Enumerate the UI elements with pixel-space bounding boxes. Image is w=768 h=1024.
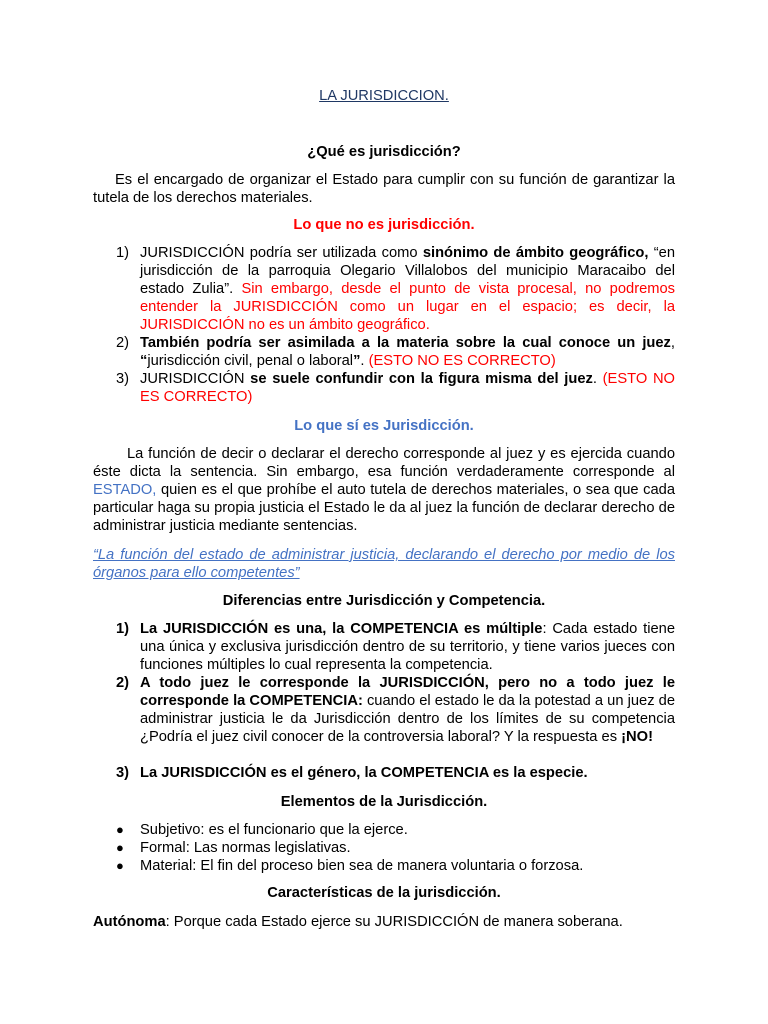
list-text: Formal: Las normas legislativas. [140,840,351,856]
list-text: La JURISDICCIÓN es una, la COMPETENCIA es múltiple: Cada estado tiene una única y exclusiva jurisdicción dentro de su territorio, y tiene varios jueces con funciones múltiples lo cual representa la competencia. [140,621,675,673]
heading-que-es: ¿Qué es jurisdicción? [307,144,461,160]
list-number: 1) [116,245,130,261]
bullet-icon: ● [116,822,124,837]
list-number: 2) [116,675,130,691]
list-text: JURISDICCIÓN se suele confundir con la figura misma del juez. (ESTO NO ES CORRECTO) [140,371,675,405]
list-text: También podría ser asimilada a la materia sobre la cual conoce un juez, “jurisdicción civil, penal o laboral”. (ESTO NO ES CORRECTO) [140,335,675,369]
heading-caracteristicas: Características de la jurisdicción. [267,885,501,901]
list-text: A todo juez le corresponde la JURISDICCIÓN, pero no a todo juez le corresponde la COMPETENCIA: cuando el estado le da la potestad a un juez de administrar justicia le da Jurisdicción dentro de los límites de su competencia ¿Podría el juez civil conocer de la controversia laboral? Y la respuesta es ¡NO! [140,675,676,745]
list-text: JURISDICCIÓN podría ser utilizada como sinónimo de ámbito geográfico, “en jurisdicción de la parroquia Olegario Villalobos del municipio Maracaibo del estado Zulia”. Sin embargo, desde el punto de vista procesal, no podremos entender la JURISDICCIÓN como un lugar en el espacio; es decir, la JURISDICCIÓN no es un ámbito geográfico. [140,245,676,333]
bullet-icon: ● [116,858,124,873]
list-number: 2) [116,335,130,351]
definition-quote: “La función del estado de administrar justicia, declarando el derecho por medio de los órganos para ello competentes” [93,547,675,581]
heading-diferencias: Diferencias entre Jurisdicción y Competencia. [222,593,546,609]
autonoma-paragraph: Autónoma: Porque cada Estado ejerce su JURISDICCIÓN de manera soberana. [93,914,623,930]
heading-elementos: Elementos de la Jurisdicción. [280,794,488,810]
heading-lo-que-si-es: Lo que sí es Jurisdicción. [294,418,474,434]
bullet-icon: ● [116,840,124,855]
intro-paragraph: Es el encargado de organizar el Estado para cumplir con su función de garantizar la tutela de los derechos materiales. [93,172,675,206]
heading-lo-que-no-es: Lo que no es jurisdicción. [293,217,475,233]
yes-paragraph: La función de decir o declarar el derecho corresponde al juez y es ejercida cuando éste dicta la sentencia. Sin embargo, esa función verdaderamente corresponde al ESTADO, quien es el que prohíbe el auto tutela de derechos materiales, o sea que cada particular haga su propia justicia el Estado le da al juez la función de declarar derecho de administrar justicia mediante sentencias. [93,446,675,534]
list-number: 3) [116,371,130,387]
list-number: 3) [116,765,130,781]
list-text: Subjetivo: es el funcionario que la ejerce. [140,822,408,838]
document-title: LA JURISDICCION. [319,88,449,104]
list-number: 1) [116,621,130,637]
list-text: La JURISDICCIÓN es el género, la COMPETENCIA es la especie. [140,765,588,781]
list-text: Material: El fin del proceso bien sea de manera voluntaria o forzosa. [140,858,584,874]
